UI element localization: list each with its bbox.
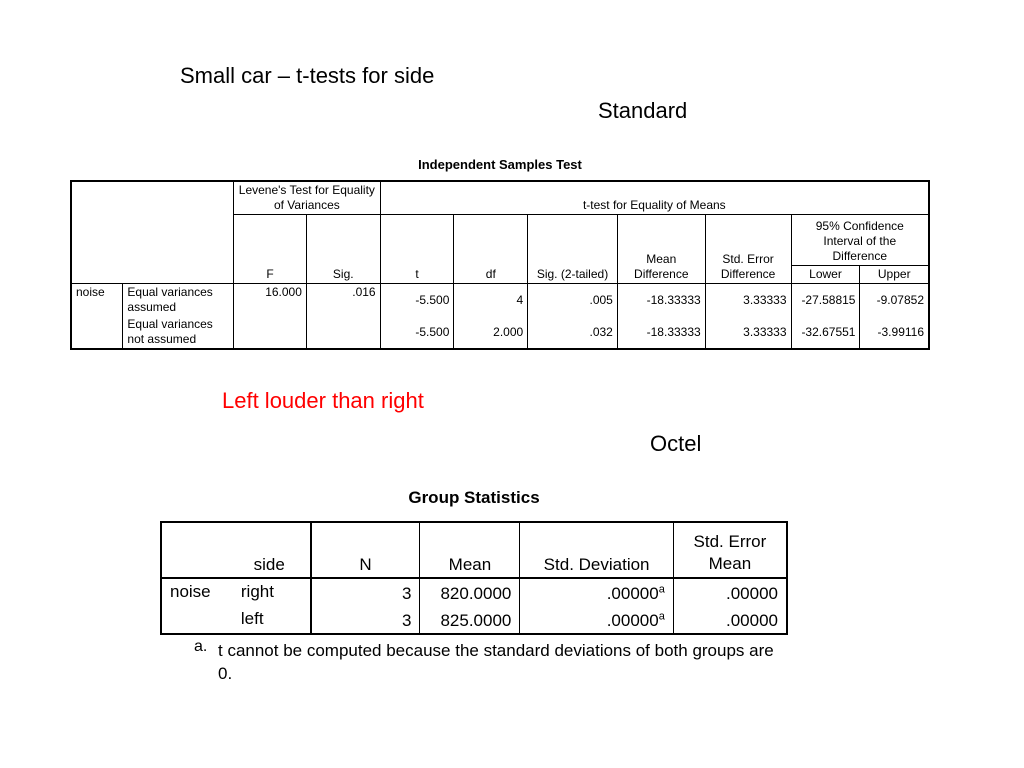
cell-se-mean: .00000: [673, 606, 787, 634]
col-df: df: [454, 215, 528, 284]
cell-sig: .016: [306, 284, 380, 317]
independent-samples-test-title: Independent Samples Test: [418, 157, 582, 172]
sd-footnote-marker: a: [658, 610, 665, 623]
row-label-equal-not-assumed: Equal variances not assumed: [123, 316, 234, 349]
col-f: F: [234, 215, 307, 284]
col-lower: Lower: [791, 266, 860, 284]
cell-upper: -3.99116: [860, 316, 929, 349]
col-mean: Mean: [420, 522, 520, 578]
ci-header: 95% Confidence Interval of the Difference: [791, 215, 929, 266]
cell-se-diff: 3.33333: [705, 284, 791, 317]
side-left: left: [233, 606, 311, 634]
col-std-error-mean: Std. Error Mean: [673, 522, 787, 578]
label-standard: Standard: [598, 98, 688, 123]
cell-f: 16.000: [234, 284, 307, 317]
row-label-equal-assumed: Equal variances assumed: [123, 284, 234, 317]
col-upper: Upper: [860, 266, 929, 284]
cell-t: -5.500: [380, 316, 454, 349]
cell-sig2: .005: [528, 284, 618, 317]
header-blank: [161, 522, 233, 578]
col-t: t: [380, 215, 454, 284]
col-side: side: [233, 522, 311, 578]
col-sig: Sig.: [306, 215, 380, 284]
slide-title: Small car – t-tests for side: [180, 63, 435, 88]
note-left-louder: Left louder than right: [222, 388, 424, 413]
cell-mean: 825.0000: [420, 606, 520, 634]
label-octel: Octel: [650, 431, 702, 456]
cell-se-diff: 3.33333: [705, 316, 791, 349]
cell-f: [234, 316, 307, 349]
cell-lower: -27.58815: [791, 284, 860, 317]
cell-n: 3: [311, 606, 420, 634]
cell-sig: [306, 316, 380, 349]
col-mean-difference: Mean Difference: [617, 215, 705, 284]
sd-footnote-marker: a: [658, 583, 665, 596]
ttest-header: t-test for Equality of Means: [380, 181, 929, 215]
col-std-deviation: Std. Deviation: [520, 522, 673, 578]
cell-t: -5.500: [380, 284, 454, 317]
cell-sd: [520, 578, 673, 606]
group-statistics-table: [160, 521, 788, 635]
side-right: right: [233, 578, 311, 606]
footnote-text: t cannot be computed because the standard deviations of both groups are 0.: [218, 641, 774, 683]
independent-samples-test-table: [70, 180, 930, 350]
footnote-marker: a.: [194, 638, 208, 655]
variable-noise: noise: [161, 578, 233, 634]
header-blank: [71, 181, 234, 284]
cell-sig2: .032: [528, 316, 618, 349]
sd-value: .00000: [606, 611, 659, 630]
col-n: N: [311, 522, 420, 578]
cell-mean-diff: -18.33333: [617, 316, 705, 349]
cell-n: 3: [311, 578, 420, 606]
cell-mean: 820.0000: [420, 578, 520, 606]
cell-se-mean: .00000: [673, 578, 787, 606]
cell-df: 2.000: [454, 316, 528, 349]
cell-upper: -9.07852: [860, 284, 929, 317]
group-statistics-title: Group Statistics: [408, 488, 540, 507]
cell-df: 4: [454, 284, 528, 317]
col-std-error-difference: Std. Error Difference: [705, 215, 791, 284]
cell-lower: -32.67551: [791, 316, 860, 349]
cell-sd: [520, 606, 673, 634]
col-sig-2tailed: Sig. (2-tailed): [528, 215, 618, 284]
variable-noise: noise: [71, 284, 123, 350]
levene-header: Levene's Test for Equality of Variances: [234, 181, 381, 215]
sd-value: .00000: [606, 584, 659, 603]
cell-mean-diff: -18.33333: [617, 284, 705, 317]
